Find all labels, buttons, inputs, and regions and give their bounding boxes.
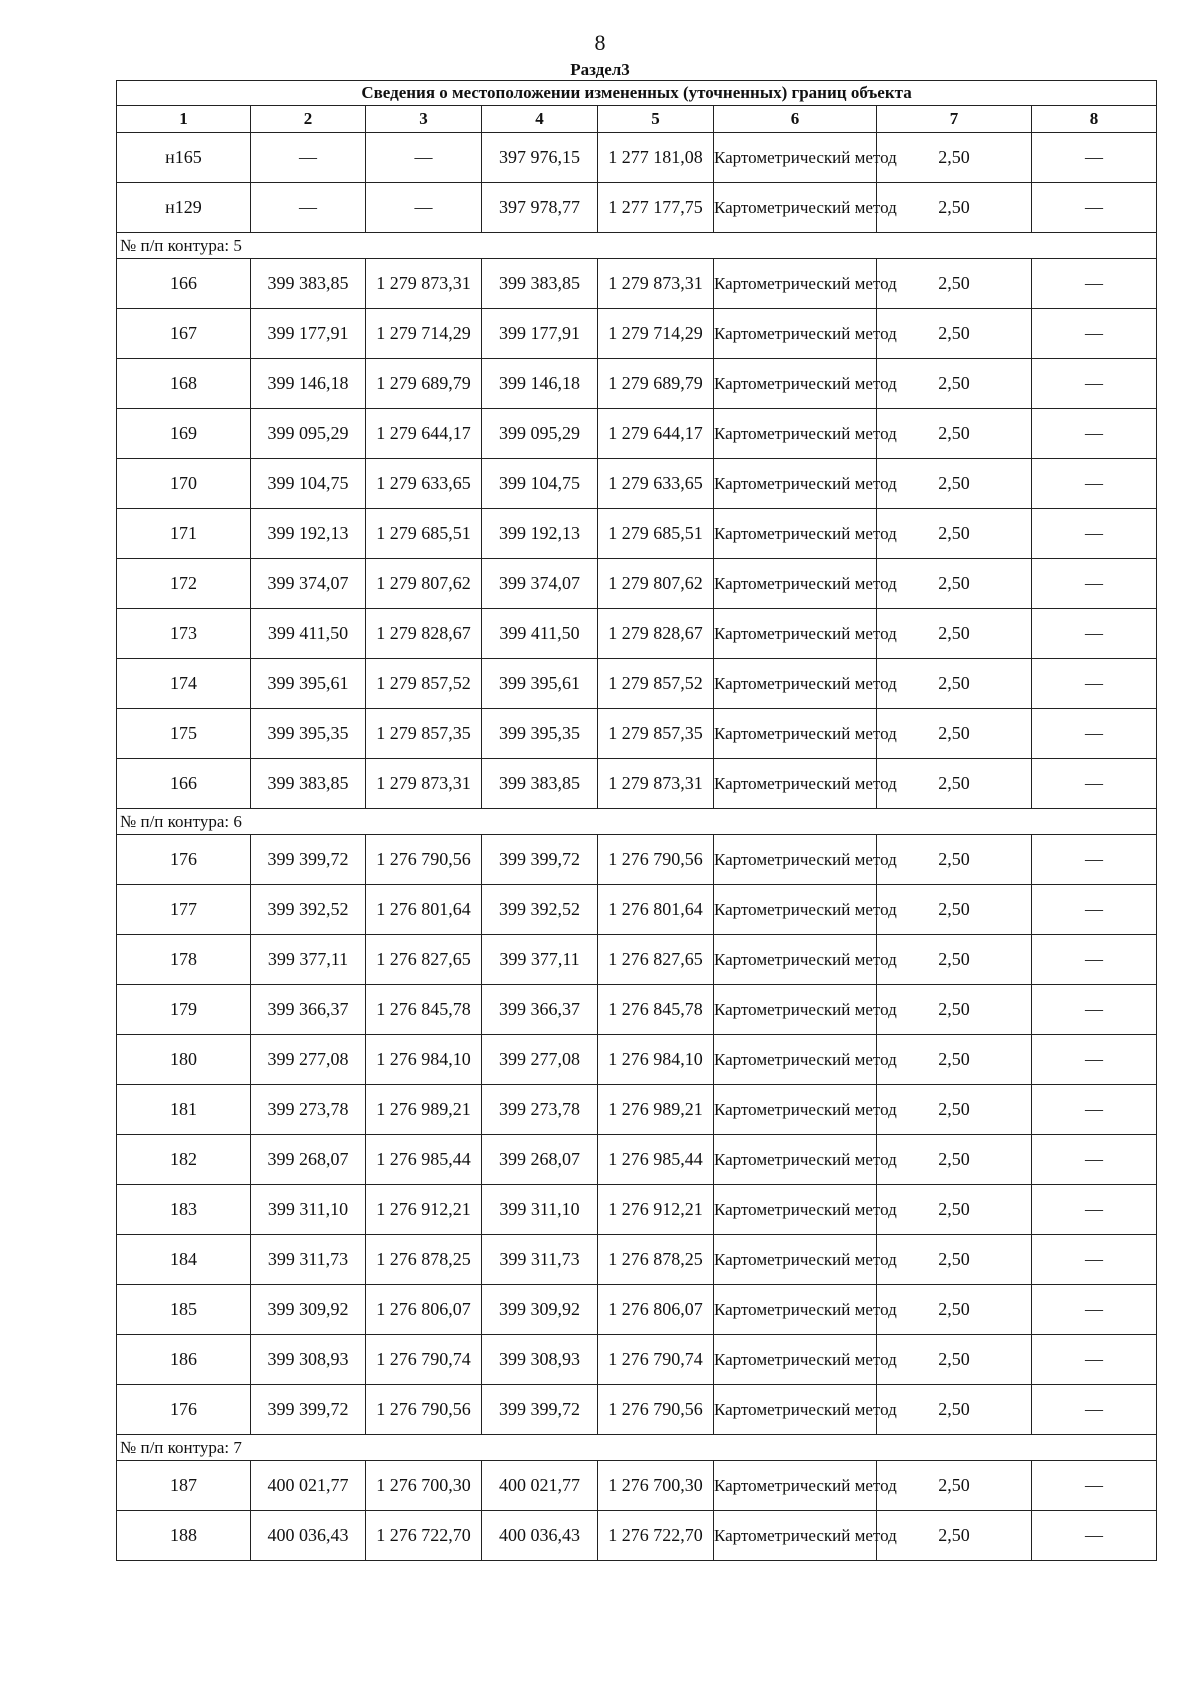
point-number-cell: 166	[117, 259, 251, 309]
precision-cell: 2,50	[877, 835, 1032, 885]
old-y-cell: 1 279 633,65	[366, 459, 482, 509]
method-cell: Картометрический метод	[714, 183, 877, 233]
new-x-cell: 399 311,10	[482, 1185, 598, 1235]
method-cell: Картометрический метод	[714, 1185, 877, 1235]
old-x-cell: 400 036,43	[251, 1511, 366, 1561]
column-header: 5	[598, 106, 714, 133]
method-cell: Картометрический метод	[714, 1085, 877, 1135]
old-y-cell: 1 276 912,21	[366, 1185, 482, 1235]
description-cell: —	[1032, 835, 1157, 885]
description-cell: —	[1032, 1035, 1157, 1085]
new-x-cell: 399 095,29	[482, 409, 598, 459]
new-x-cell: 399 277,08	[482, 1035, 598, 1085]
description-cell: —	[1032, 1185, 1157, 1235]
precision-cell: 2,50	[877, 309, 1032, 359]
new-y-cell: 1 276 984,10	[598, 1035, 714, 1085]
new-x-cell: 400 021,77	[482, 1461, 598, 1511]
old-x-cell: 399 308,93	[251, 1335, 366, 1385]
old-y-cell: 1 276 845,78	[366, 985, 482, 1035]
new-y-cell: 1 279 689,79	[598, 359, 714, 409]
new-y-cell: 1 276 989,21	[598, 1085, 714, 1135]
new-y-cell: 1 279 685,51	[598, 509, 714, 559]
new-y-cell: 1 276 801,64	[598, 885, 714, 935]
description-cell: —	[1032, 1135, 1157, 1185]
method-cell: Картометрический метод	[714, 709, 877, 759]
old-x-cell: 399 311,10	[251, 1185, 366, 1235]
table-row	[117, 1185, 1157, 1235]
new-y-cell: 1 277 177,75	[598, 183, 714, 233]
old-x-cell: 399 395,35	[251, 709, 366, 759]
point-number-cell: 172	[117, 559, 251, 609]
old-y-cell: 1 279 857,52	[366, 659, 482, 709]
method-cell: Картометрический метод	[714, 1235, 877, 1285]
table-row	[117, 1461, 1157, 1511]
new-y-cell: 1 279 873,31	[598, 759, 714, 809]
table-row	[117, 133, 1157, 183]
description-cell: —	[1032, 885, 1157, 935]
table-row	[117, 409, 1157, 459]
table-row	[117, 459, 1157, 509]
new-x-cell: 399 399,72	[482, 1385, 598, 1435]
table-row	[117, 183, 1157, 233]
new-y-cell: 1 279 714,29	[598, 309, 714, 359]
old-x-cell: 399 309,92	[251, 1285, 366, 1335]
old-x-cell: 399 192,13	[251, 509, 366, 559]
old-y-cell: 1 279 685,51	[366, 509, 482, 559]
point-number-cell: 178	[117, 935, 251, 985]
precision-cell: 2,50	[877, 985, 1032, 1035]
precision-cell: 2,50	[877, 359, 1032, 409]
new-y-cell: 1 276 845,78	[598, 985, 714, 1035]
description-cell: —	[1032, 1385, 1157, 1435]
method-cell: Картометрический метод	[714, 1285, 877, 1335]
point-number-cell: 179	[117, 985, 251, 1035]
precision-cell: 2,50	[877, 609, 1032, 659]
precision-cell: 2,50	[877, 559, 1032, 609]
new-x-cell: 397 978,77	[482, 183, 598, 233]
new-y-cell: 1 279 828,67	[598, 609, 714, 659]
new-x-cell: 399 273,78	[482, 1085, 598, 1135]
old-y-cell: 1 279 857,35	[366, 709, 482, 759]
method-cell: Картометрический метод	[714, 609, 877, 659]
old-x-cell: 399 095,29	[251, 409, 366, 459]
new-y-cell: 1 277 181,08	[598, 133, 714, 183]
old-x-cell: —	[251, 183, 366, 233]
description-cell: —	[1032, 183, 1157, 233]
new-y-cell: 1 276 806,07	[598, 1285, 714, 1335]
precision-cell: 2,50	[877, 935, 1032, 985]
new-y-cell: 1 276 790,56	[598, 1385, 714, 1435]
precision-cell: 2,50	[877, 133, 1032, 183]
old-x-cell: 399 104,75	[251, 459, 366, 509]
old-x-cell: 399 273,78	[251, 1085, 366, 1135]
old-x-cell: 399 392,52	[251, 885, 366, 935]
old-x-cell: 399 177,91	[251, 309, 366, 359]
point-number-cell: 184	[117, 1235, 251, 1285]
table-row	[117, 359, 1157, 409]
new-x-cell: 399 383,85	[482, 759, 598, 809]
precision-cell: 2,50	[877, 1185, 1032, 1235]
description-cell: —	[1032, 659, 1157, 709]
old-x-cell: 399 377,11	[251, 935, 366, 985]
new-y-cell: 1 279 633,65	[598, 459, 714, 509]
description-cell: —	[1032, 133, 1157, 183]
method-cell: Картометрический метод	[714, 1511, 877, 1561]
page-number: 8	[594, 30, 606, 55]
column-header: 7	[877, 106, 1032, 133]
old-y-cell: 1 279 644,17	[366, 409, 482, 459]
table-row	[117, 835, 1157, 885]
table-row	[117, 1285, 1157, 1335]
method-cell: Картометрический метод	[714, 409, 877, 459]
description-cell: —	[1032, 1235, 1157, 1285]
old-x-cell: 399 395,61	[251, 659, 366, 709]
precision-cell: 2,50	[877, 885, 1032, 935]
precision-cell: 2,50	[877, 1035, 1032, 1085]
old-y-cell: 1 279 873,31	[366, 259, 482, 309]
new-y-cell: 1 279 644,17	[598, 409, 714, 459]
description-cell: —	[1032, 1285, 1157, 1335]
column-header-row	[117, 106, 1157, 133]
table-row	[117, 1335, 1157, 1385]
point-number-cell: 171	[117, 509, 251, 559]
description-cell: —	[1032, 935, 1157, 985]
method-cell: Картометрический метод	[714, 935, 877, 985]
method-cell: Картометрический метод	[714, 309, 877, 359]
old-x-cell: —	[251, 133, 366, 183]
new-x-cell: 399 177,91	[482, 309, 598, 359]
precision-cell: 2,50	[877, 1085, 1032, 1135]
old-x-cell: 399 268,07	[251, 1135, 366, 1185]
table-row	[117, 1085, 1157, 1135]
old-x-cell: 399 399,72	[251, 835, 366, 885]
description-cell: —	[1032, 509, 1157, 559]
old-x-cell: 399 366,37	[251, 985, 366, 1035]
method-cell: Картометрический метод	[714, 1135, 877, 1185]
table-row	[117, 509, 1157, 559]
precision-cell: 2,50	[877, 509, 1032, 559]
table-row	[117, 559, 1157, 609]
old-x-cell: 399 374,07	[251, 559, 366, 609]
precision-cell: 2,50	[877, 1461, 1032, 1511]
point-number-cell: 166	[117, 759, 251, 809]
old-y-cell: 1 276 985,44	[366, 1135, 482, 1185]
old-y-cell: 1 276 700,30	[366, 1461, 482, 1511]
old-y-cell: 1 276 989,21	[366, 1085, 482, 1135]
point-number-cell: 177	[117, 885, 251, 935]
new-x-cell: 399 308,93	[482, 1335, 598, 1385]
new-x-cell: 399 192,13	[482, 509, 598, 559]
precision-cell: 2,50	[877, 1385, 1032, 1435]
description-cell: —	[1032, 409, 1157, 459]
method-cell: Картометрический метод	[714, 759, 877, 809]
new-x-cell: 399 374,07	[482, 559, 598, 609]
method-cell: Картометрический метод	[714, 985, 877, 1035]
method-cell: Картометрический метод	[714, 459, 877, 509]
table-row	[117, 609, 1157, 659]
point-number-cell: 180	[117, 1035, 251, 1085]
contour-header-row	[117, 233, 1157, 259]
old-y-cell: 1 279 689,79	[366, 359, 482, 409]
new-x-cell: 399 268,07	[482, 1135, 598, 1185]
table-row	[117, 985, 1157, 1035]
point-number-cell: 182	[117, 1135, 251, 1185]
new-x-cell: 399 399,72	[482, 835, 598, 885]
precision-cell: 2,50	[877, 759, 1032, 809]
column-header: 6	[714, 106, 877, 133]
table-row	[117, 1511, 1157, 1561]
point-number-cell: 176	[117, 835, 251, 885]
new-y-cell: 1 276 722,70	[598, 1511, 714, 1561]
description-cell: —	[1032, 259, 1157, 309]
contour-header-row	[117, 1435, 1157, 1461]
description-cell: —	[1032, 709, 1157, 759]
table-row	[117, 935, 1157, 985]
method-cell: Картометрический метод	[714, 1385, 877, 1435]
old-y-cell: 1 276 878,25	[366, 1235, 482, 1285]
point-number-cell: 185	[117, 1285, 251, 1335]
contour-label: № п/п контура: 7	[117, 1435, 1157, 1461]
table-row	[117, 885, 1157, 935]
point-number-cell: н129	[117, 183, 251, 233]
old-x-cell: 399 411,50	[251, 609, 366, 659]
point-number-cell: 173	[117, 609, 251, 659]
new-x-cell: 399 395,61	[482, 659, 598, 709]
new-y-cell: 1 279 807,62	[598, 559, 714, 609]
table-caption-row	[117, 81, 1157, 106]
column-header: 1	[117, 106, 251, 133]
new-y-cell: 1 279 873,31	[598, 259, 714, 309]
table-row	[117, 1385, 1157, 1435]
table-row	[117, 659, 1157, 709]
new-y-cell: 1 276 700,30	[598, 1461, 714, 1511]
table-row	[117, 759, 1157, 809]
point-number-cell: 176	[117, 1385, 251, 1435]
old-y-cell: 1 279 873,31	[366, 759, 482, 809]
contour-header-row	[117, 809, 1157, 835]
old-x-cell: 399 383,85	[251, 759, 366, 809]
method-cell: Картометрический метод	[714, 359, 877, 409]
old-x-cell: 399 277,08	[251, 1035, 366, 1085]
description-cell: —	[1032, 759, 1157, 809]
new-x-cell: 399 309,92	[482, 1285, 598, 1335]
new-x-cell: 399 392,52	[482, 885, 598, 935]
contour-label: № п/п контура: 6	[117, 809, 1157, 835]
table-row	[117, 1235, 1157, 1285]
old-x-cell: 399 146,18	[251, 359, 366, 409]
old-x-cell: 400 021,77	[251, 1461, 366, 1511]
table-row	[117, 259, 1157, 309]
old-y-cell: 1 276 827,65	[366, 935, 482, 985]
old-y-cell: 1 276 790,56	[366, 835, 482, 885]
point-number-cell: 187	[117, 1461, 251, 1511]
column-header: 4	[482, 106, 598, 133]
new-x-cell: 399 377,11	[482, 935, 598, 985]
table-row	[117, 1135, 1157, 1185]
new-x-cell: 399 366,37	[482, 985, 598, 1035]
old-y-cell: 1 276 806,07	[366, 1285, 482, 1335]
point-number-cell: 183	[117, 1185, 251, 1235]
method-cell: Картометрический метод	[714, 259, 877, 309]
description-cell: —	[1032, 609, 1157, 659]
new-y-cell: 1 279 857,35	[598, 709, 714, 759]
point-number-cell: 181	[117, 1085, 251, 1135]
new-x-cell: 399 146,18	[482, 359, 598, 409]
table-caption: Сведения о местоположении измененных (уточненных) границ объекта	[117, 81, 1157, 106]
old-x-cell: 399 399,72	[251, 1385, 366, 1435]
old-y-cell: —	[366, 183, 482, 233]
precision-cell: 2,50	[877, 1335, 1032, 1385]
point-number-cell: 188	[117, 1511, 251, 1561]
new-x-cell: 399 104,75	[482, 459, 598, 509]
new-y-cell: 1 276 912,21	[598, 1185, 714, 1235]
new-y-cell: 1 276 827,65	[598, 935, 714, 985]
old-y-cell: 1 279 828,67	[366, 609, 482, 659]
boundary-table	[116, 80, 1157, 1561]
column-header: 2	[251, 106, 366, 133]
section-title: Раздел3	[570, 60, 630, 79]
new-y-cell: 1 279 857,52	[598, 659, 714, 709]
new-y-cell: 1 276 985,44	[598, 1135, 714, 1185]
description-cell: —	[1032, 459, 1157, 509]
description-cell: —	[1032, 1511, 1157, 1561]
point-number-cell: 167	[117, 309, 251, 359]
new-x-cell: 399 383,85	[482, 259, 598, 309]
contour-label: № п/п контура: 5	[117, 233, 1157, 259]
method-cell: Картометрический метод	[714, 885, 877, 935]
method-cell: Картометрический метод	[714, 133, 877, 183]
old-y-cell: 1 279 807,62	[366, 559, 482, 609]
new-x-cell: 399 311,73	[482, 1235, 598, 1285]
old-y-cell: 1 276 801,64	[366, 885, 482, 935]
point-number-cell: 168	[117, 359, 251, 409]
description-cell: —	[1032, 359, 1157, 409]
description-cell: —	[1032, 1461, 1157, 1511]
old-y-cell: —	[366, 133, 482, 183]
point-number-cell: 169	[117, 409, 251, 459]
new-y-cell: 1 276 878,25	[598, 1235, 714, 1285]
point-number-cell: 170	[117, 459, 251, 509]
table-row	[117, 309, 1157, 359]
method-cell: Картометрический метод	[714, 1035, 877, 1085]
precision-cell: 2,50	[877, 259, 1032, 309]
method-cell: Картометрический метод	[714, 509, 877, 559]
point-number-cell: 174	[117, 659, 251, 709]
precision-cell: 2,50	[877, 409, 1032, 459]
old-y-cell: 1 276 790,74	[366, 1335, 482, 1385]
description-cell: —	[1032, 1335, 1157, 1385]
precision-cell: 2,50	[877, 709, 1032, 759]
new-x-cell: 399 411,50	[482, 609, 598, 659]
method-cell: Картометрический метод	[714, 1335, 877, 1385]
point-number-cell: 186	[117, 1335, 251, 1385]
precision-cell: 2,50	[877, 659, 1032, 709]
description-cell: —	[1032, 559, 1157, 609]
old-y-cell: 1 279 714,29	[366, 309, 482, 359]
table-row	[117, 709, 1157, 759]
old-y-cell: 1 276 722,70	[366, 1511, 482, 1561]
method-cell: Картометрический метод	[714, 835, 877, 885]
new-y-cell: 1 276 790,56	[598, 835, 714, 885]
table-body	[117, 133, 1157, 1561]
new-x-cell: 400 036,43	[482, 1511, 598, 1561]
precision-cell: 2,50	[877, 459, 1032, 509]
precision-cell: 2,50	[877, 1135, 1032, 1185]
precision-cell: 2,50	[877, 1511, 1032, 1561]
table-row	[117, 1035, 1157, 1085]
description-cell: —	[1032, 309, 1157, 359]
new-x-cell: 399 395,35	[482, 709, 598, 759]
column-header: 3	[366, 106, 482, 133]
precision-cell: 2,50	[877, 1235, 1032, 1285]
method-cell: Картометрический метод	[714, 559, 877, 609]
old-x-cell: 399 311,73	[251, 1235, 366, 1285]
old-x-cell: 399 383,85	[251, 259, 366, 309]
point-number-cell: н165	[117, 133, 251, 183]
column-header: 8	[1032, 106, 1157, 133]
new-x-cell: 397 976,15	[482, 133, 598, 183]
old-y-cell: 1 276 984,10	[366, 1035, 482, 1085]
method-cell: Картометрический метод	[714, 1461, 877, 1511]
precision-cell: 2,50	[877, 1285, 1032, 1335]
old-y-cell: 1 276 790,56	[366, 1385, 482, 1435]
new-y-cell: 1 276 790,74	[598, 1335, 714, 1385]
precision-cell: 2,50	[877, 183, 1032, 233]
description-cell: —	[1032, 1085, 1157, 1135]
method-cell: Картометрический метод	[714, 659, 877, 709]
point-number-cell: 175	[117, 709, 251, 759]
description-cell: —	[1032, 985, 1157, 1035]
